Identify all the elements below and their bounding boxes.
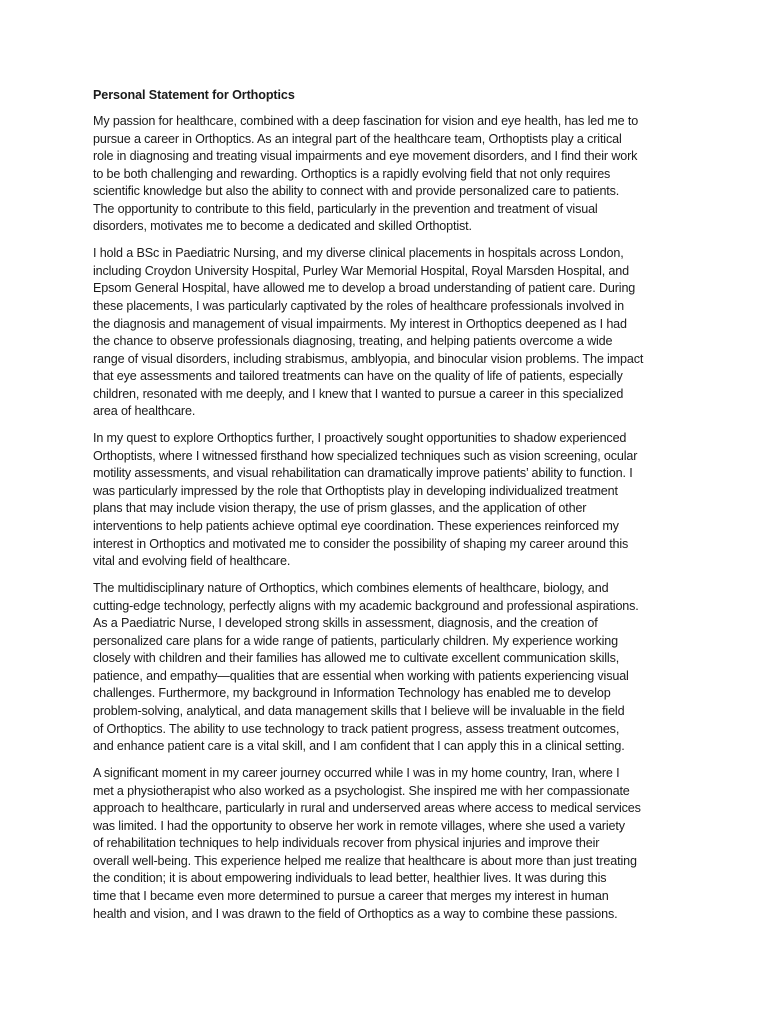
paragraph-line: In my quest to explore Orthoptics further, I proactively sought opportunities to shadow experienced	[93, 431, 627, 446]
paragraph-line: scientific knowledge but also the ability to connect with and provide personalized care to patients.	[93, 184, 620, 199]
paragraph-line: overall well-being. This experience helped me realize that healthcare is about more than just treating	[93, 853, 637, 868]
paragraph-line: health and vision, and I was drawn to the field of Orthoptics as a way to combine these passions.	[93, 906, 618, 921]
paragraph-line: met a physiotherapist who also worked as a psychologist. She inspired me with her compassionate	[93, 783, 630, 798]
paragraph-line: The opportunity to contribute to this field, particularly in the prevention and treatment of visual	[93, 201, 598, 216]
paragraph-line: The multidisciplinary nature of Orthoptics, which combines elements of healthcare, biology, and	[93, 581, 609, 596]
paragraph-line: the condition; it is about empowering individuals to lead better, healthier lives. It was during this	[93, 871, 607, 886]
paragraph-line: closely with children and their families has allowed me to cultivate excellent communication skills,	[93, 651, 620, 666]
paragraph-line: these placements, I was particularly captivated by the roles of healthcare professionals involved in	[93, 298, 625, 313]
paragraph-line: My passion for healthcare, combined with a deep fascination for vision and eye health, has led me to	[93, 114, 639, 128]
paragraph-line: Epsom General Hospital, have allowed me to develop a broad understanding of patient care. During	[93, 281, 636, 296]
paragraph-5	[93, 765, 683, 923]
paragraph-line: personalized care plans for a wide range of patients, particularly children. My experience working	[93, 633, 619, 648]
paragraph-line: plans that may include vision therapy, the use of prism glasses, and the application of other	[93, 501, 587, 516]
document-body	[93, 113, 683, 923]
paragraph-line: time that I became even more determined to pursue a career that merges my interest in human	[93, 888, 609, 903]
paragraph-line: vital and evolving field of healthcare.	[93, 554, 291, 569]
paragraph-line: range of visual disorders, including strabismus, amblyopia, and binocular vision problems. The impact	[93, 351, 644, 366]
paragraph-line: of Orthoptics. The ability to use technology to track patient progress, assess treatment outcomes,	[93, 721, 620, 736]
document-page	[93, 86, 683, 933]
paragraph-line: children, resonated with me deeply, and I knew that I wanted to pursue a career in this specialized	[93, 386, 624, 401]
paragraph-line: approach to healthcare, particularly in rural and underserved areas where access to medical services	[93, 801, 641, 816]
paragraph-line: was limited. I had the opportunity to observe her work in remote villages, where she used a variety	[93, 818, 625, 833]
paragraph-line: As a Paediatric Nurse, I developed strong skills in assessment, diagnosis, and the creation of	[93, 616, 598, 631]
document-title: Personal Statement for Orthoptics	[93, 88, 295, 102]
paragraph-line: disorders, motivates me to become a dedicated and skilled Orthoptist.	[93, 219, 472, 234]
paragraph-1	[93, 113, 683, 236]
paragraph-line: was particularly impressed by the role that Orthoptists play in developing individualized treatment	[93, 483, 618, 498]
paragraph-line: patience, and empathy—qualities that are essential when working with patients experiencing visual	[93, 668, 629, 683]
paragraph-line: interest in Orthoptics and motivated me to consider the possibility of shaping my career around this	[93, 536, 629, 551]
paragraph-line: role in diagnosing and treating visual impairments and eye movement disorders, and I find their work	[93, 149, 638, 164]
paragraph-line: A significant moment in my career journey occurred while I was in my home country, Iran, where I	[93, 766, 620, 781]
paragraph-line: interventions to help patients achieve optimal eye coordination. These experiences reinforced my	[93, 519, 619, 534]
paragraph-line: the chance to observe professionals diagnosing, treating, and helping patients overcome a wide	[93, 334, 613, 349]
paragraph-line: the diagnosis and management of visual impairments. My interest in Orthoptics deepened as I had	[93, 316, 627, 331]
paragraph-line: including Croydon University Hospital, Purley War Memorial Hospital, Royal Marsden Hospital, and	[93, 263, 629, 278]
paragraph-line: and enhance patient care is a vital skill, and I am confident that I can apply this in a clinical setting.	[93, 739, 625, 754]
paragraph-line: cutting-edge technology, perfectly aligns with my academic background and professional aspirations.	[93, 598, 639, 613]
paragraph-line: area of healthcare.	[93, 404, 196, 419]
paragraph-4	[93, 580, 683, 755]
paragraph-line: problem-solving, analytical, and data management skills that I believe will be invaluable in the field	[93, 704, 625, 718]
paragraph-line: that eye assessments and tailored treatments can have on the quality of life of patients, especially	[93, 369, 623, 384]
paragraph-line: to be both challenging and rewarding. Orthoptics is a rapidly evolving field that not only requires	[93, 166, 611, 181]
paragraph-3	[93, 430, 683, 570]
paragraph-2	[93, 245, 683, 420]
paragraph-line: of rehabilitation techniques to help individuals recover from physical injuries and improve their	[93, 836, 600, 851]
paragraph-line: motility assessments, and visual rehabilitation can dramatically improve patients’ ability to function. I	[93, 466, 633, 481]
paragraph-line: Orthoptists, where I witnessed firsthand how specialized techniques such as vision screening, ocular	[93, 448, 638, 463]
paragraph-line: I hold a BSc in Paediatric Nursing, and my diverse clinical placements in hospitals across London,	[93, 246, 624, 261]
paragraph-line: pursue a career in Orthoptics. As an integral part of the healthcare team, Orthoptists play a critical	[93, 131, 622, 146]
paragraph-line: challenges. Furthermore, my background in Information Technology has enabled me to develop	[93, 686, 611, 701]
